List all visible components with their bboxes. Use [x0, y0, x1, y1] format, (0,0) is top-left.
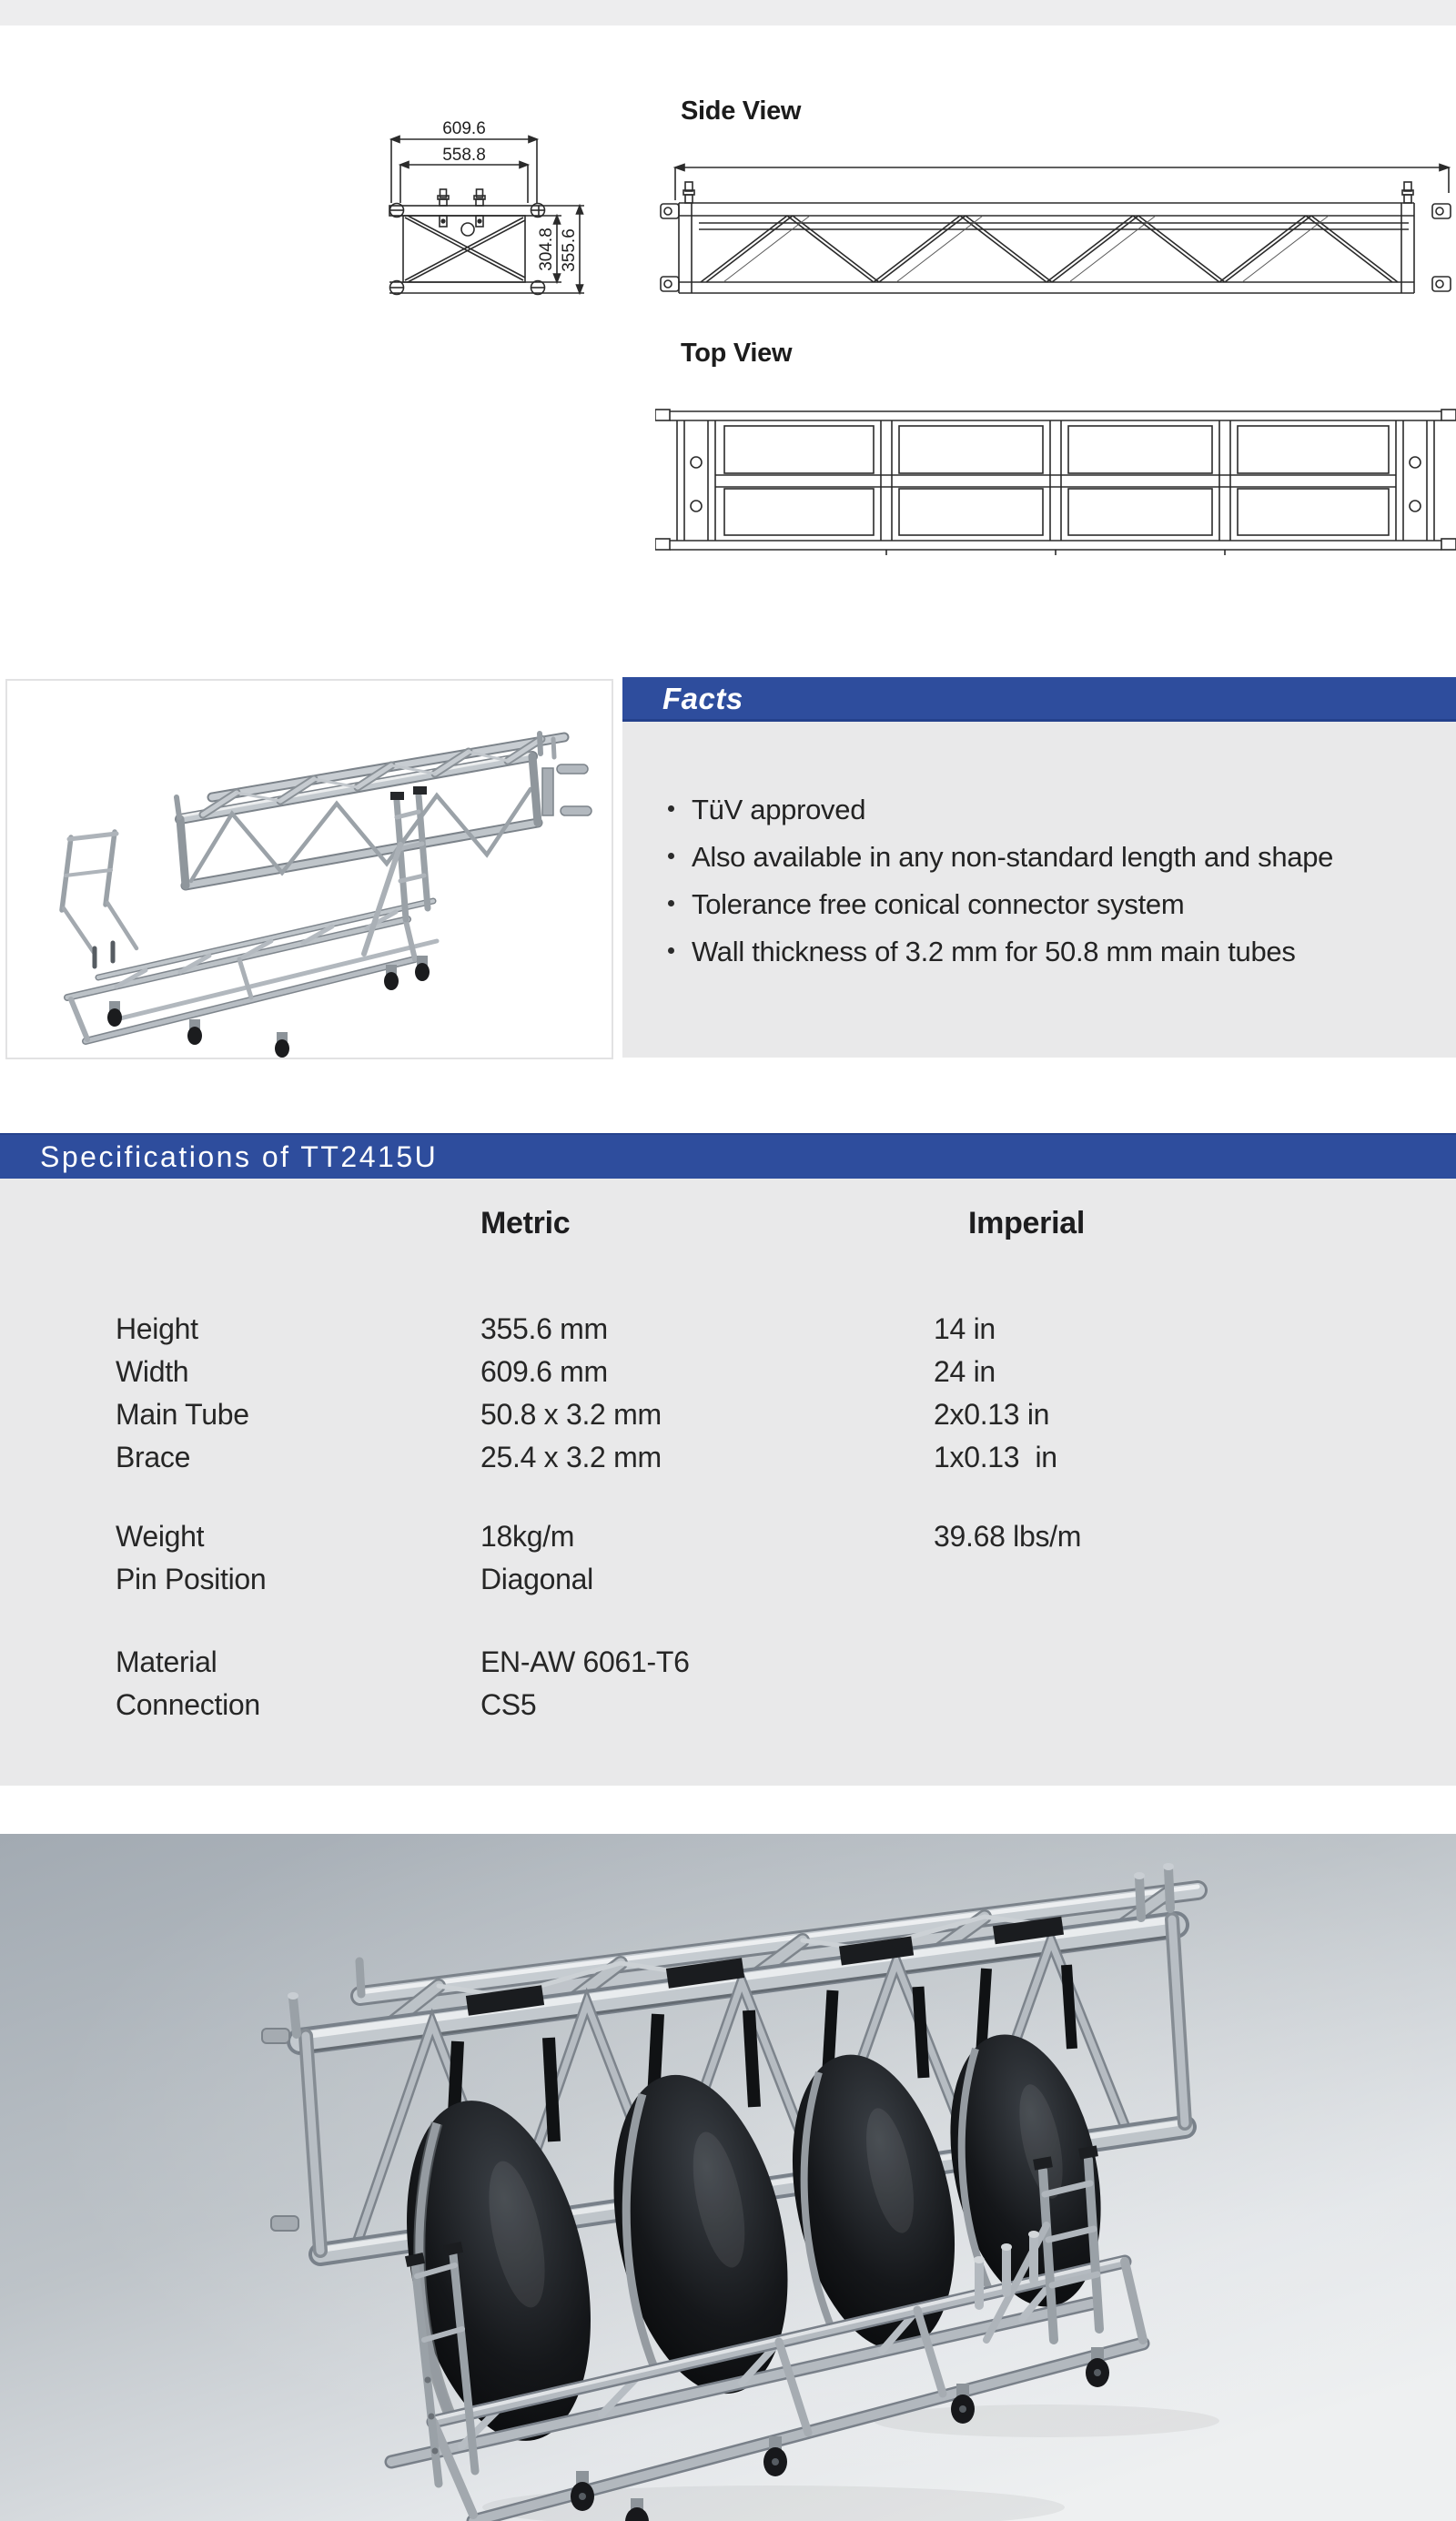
spec-imperial: 39.68 lbs/m: [934, 1520, 1082, 1553]
truss-with-moving-heads-photo: [0, 1834, 1456, 2521]
specifications-panel: [0, 1179, 1456, 1786]
product-photo-box: [5, 679, 613, 1059]
fact-text: Wall thickness of 3.2 mm for 50.8 mm main tubes: [692, 936, 1296, 967]
spec-label: Brace: [116, 1441, 191, 1473]
bullet-icon: [668, 805, 674, 812]
top-view-label: Top View: [681, 339, 793, 368]
fact-item: [622, 887, 1184, 922]
spec-metric: 50.8 x 3.2 mm: [480, 1398, 662, 1431]
top-band: [0, 0, 1456, 25]
dim-outer-width: 609.6: [442, 119, 486, 138]
specifications-title: Specifications of TT2415U: [40, 1140, 439, 1173]
dim-outer-height: 355.6: [560, 228, 579, 272]
spec-label: Main Tube: [116, 1398, 249, 1431]
fact-item: [622, 935, 1296, 969]
bullet-icon: [668, 947, 674, 954]
spec-label: Weight: [116, 1520, 205, 1553]
spec-metric: 18kg/m: [480, 1520, 575, 1553]
fact-text: Also available in any non-standard length and shape: [692, 841, 1334, 873]
spec-metric: 25.4 x 3.2 mm: [480, 1441, 662, 1473]
facts-header-bar: [622, 677, 1456, 722]
front-view-drawing: [375, 115, 602, 329]
spec-imperial: 24 in: [934, 1355, 996, 1388]
spec-metric: EN-AW 6061-T6: [480, 1645, 690, 1678]
spec-row: [0, 1688, 1456, 1731]
spec-label: Connection: [116, 1688, 260, 1721]
spec-row: [0, 1355, 1456, 1398]
spec-metric: CS5: [480, 1688, 537, 1721]
spec-row: [0, 1645, 1456, 1688]
spec-imperial: 14 in: [934, 1312, 996, 1345]
specifications-header-bar: [0, 1133, 1456, 1180]
bullet-icon: [668, 853, 674, 859]
column-header-metric: Metric: [480, 1206, 571, 1240]
facts-title: Facts: [662, 682, 743, 715]
top-view-drawing: [655, 399, 1456, 562]
column-header-imperial: Imperial: [968, 1206, 1085, 1240]
truss-and-cart-photo: [7, 681, 612, 1058]
spec-metric: Diagonal: [480, 1563, 593, 1595]
side-view-label: Side View: [681, 96, 802, 126]
spec-label: Height: [116, 1312, 198, 1345]
fact-text: TüV approved: [692, 794, 866, 825]
fact-text: Tolerance free conical connector system: [692, 888, 1185, 920]
bullet-icon: [668, 900, 674, 906]
spec-metric: 609.6 mm: [480, 1355, 608, 1388]
spec-label: Material: [116, 1645, 217, 1678]
spec-label: Pin Position: [116, 1563, 267, 1595]
fact-item: [622, 840, 1333, 875]
spec-row: [0, 1312, 1456, 1355]
spec-row: [0, 1520, 1456, 1563]
spec-label: Width: [116, 1355, 189, 1388]
fact-item: [622, 793, 865, 827]
side-view-drawing: [655, 160, 1456, 299]
spec-metric: 355.6 mm: [480, 1312, 608, 1345]
spec-row: [0, 1398, 1456, 1441]
dim-inner-width: 558.8: [442, 146, 486, 165]
spec-row: [0, 1441, 1456, 1483]
spec-imperial: 2x0.13 in: [934, 1398, 1050, 1431]
facts-panel: [622, 722, 1456, 1058]
spec-row: [0, 1563, 1456, 1605]
spec-imperial: 1x0.13 in: [934, 1441, 1057, 1473]
dim-inner-height: 304.8: [537, 228, 556, 271]
